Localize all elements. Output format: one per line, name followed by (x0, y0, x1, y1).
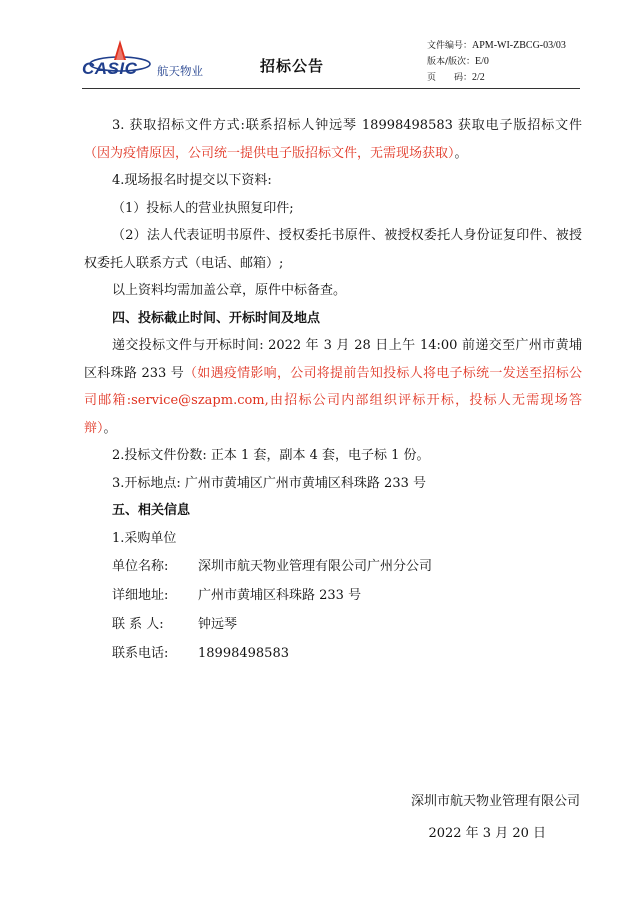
section-heading-related-info: 五、相关信息 (112, 503, 191, 518)
section-heading-deadline: 四、投标截止时间、开标时间及地点 (112, 310, 321, 326)
signature-company: 深圳市航天物业管理有限公司 (410, 794, 580, 809)
list-item: （1）投标人的营业执照复印件; (112, 200, 294, 216)
document-meta (427, 38, 566, 86)
field-company-name: 单位名称: 深圳市航天物业管理有限公司广州分公司 (112, 559, 433, 574)
meta-page: 页 码：2/2 (427, 72, 485, 83)
logo-company-name: 航天物业 (157, 64, 203, 78)
document-body (84, 112, 582, 668)
company-logo (82, 38, 222, 84)
signature-date: 2022 年 3 月 20 日 (428, 826, 546, 841)
paragraph-seal-note: 以上资料均需加盖公章，原件中标备查。 (112, 283, 347, 298)
document-header (0, 0, 640, 100)
field-phone: 联系电话: 18998498583 (112, 646, 289, 661)
field-contact-person: 联 系 人: 钟远琴 (112, 617, 238, 632)
purchaser-fields (84, 552, 582, 668)
meta-file-number: 文件编号：APM-WI-ZBCG-03/03 (427, 40, 566, 51)
field-address: 详细地址: 广州市黄埔区科珠路 233 号 (112, 588, 362, 603)
paragraph-submission-time: 递交投标文件与开标时间: 2022 年 3 月 28 日上午 14:00 前递交至广州市黄埔区科珠路 233 号（如遇疫情影响，公司将提前告知投标人将电子标统一发送至招标公司邮箱:service@szapm.com,由招标公司内部组织评标开标，投标人无需现场答辩）。 (84, 338, 582, 436)
page-title: 招标公告 (260, 57, 325, 75)
covid-note: （因为疫情原因，公司统一提供电子版招标文件，无需现场获取） (84, 145, 455, 161)
meta-version: 版本/版次：E/0 (427, 56, 489, 67)
paragraph-opening-location: 3.开标地点: 广州市黄埔区广州市黄埔区科珠路 233 号 (112, 475, 426, 491)
paragraph-purchaser: 1.采购单位 (112, 530, 177, 546)
paragraph-obtain-documents: 3. 获取招标文件方式:联系招标人钟远琴 18998498583 获取电子版招标文件（因为疫情原因，公司统一提供电子版招标文件，无需现场获取）。 (84, 118, 582, 161)
paragraph-copies: 2.投标文件份数: 正本 1 套，副本 4 套，电子标 1 份。 (112, 448, 430, 463)
logo-wordmark: CASIC (82, 59, 138, 78)
paragraph-onsite-materials: 4.现场报名时提交以下资料: (112, 173, 272, 188)
email-note: （如遇疫情影响，公司将提前告知投标人将电子标统一发送至招标公司邮箱:service@szapm.com,由招标公司内部组织评标开标，投标人无需现场答辩） (84, 365, 582, 436)
list-item: （2）法人代表证明书原件、授权委托书原件、被授权委托人身份证复印件、被授权委托人联系方式（电话、邮箱）; (84, 228, 582, 271)
header-divider (82, 88, 580, 89)
